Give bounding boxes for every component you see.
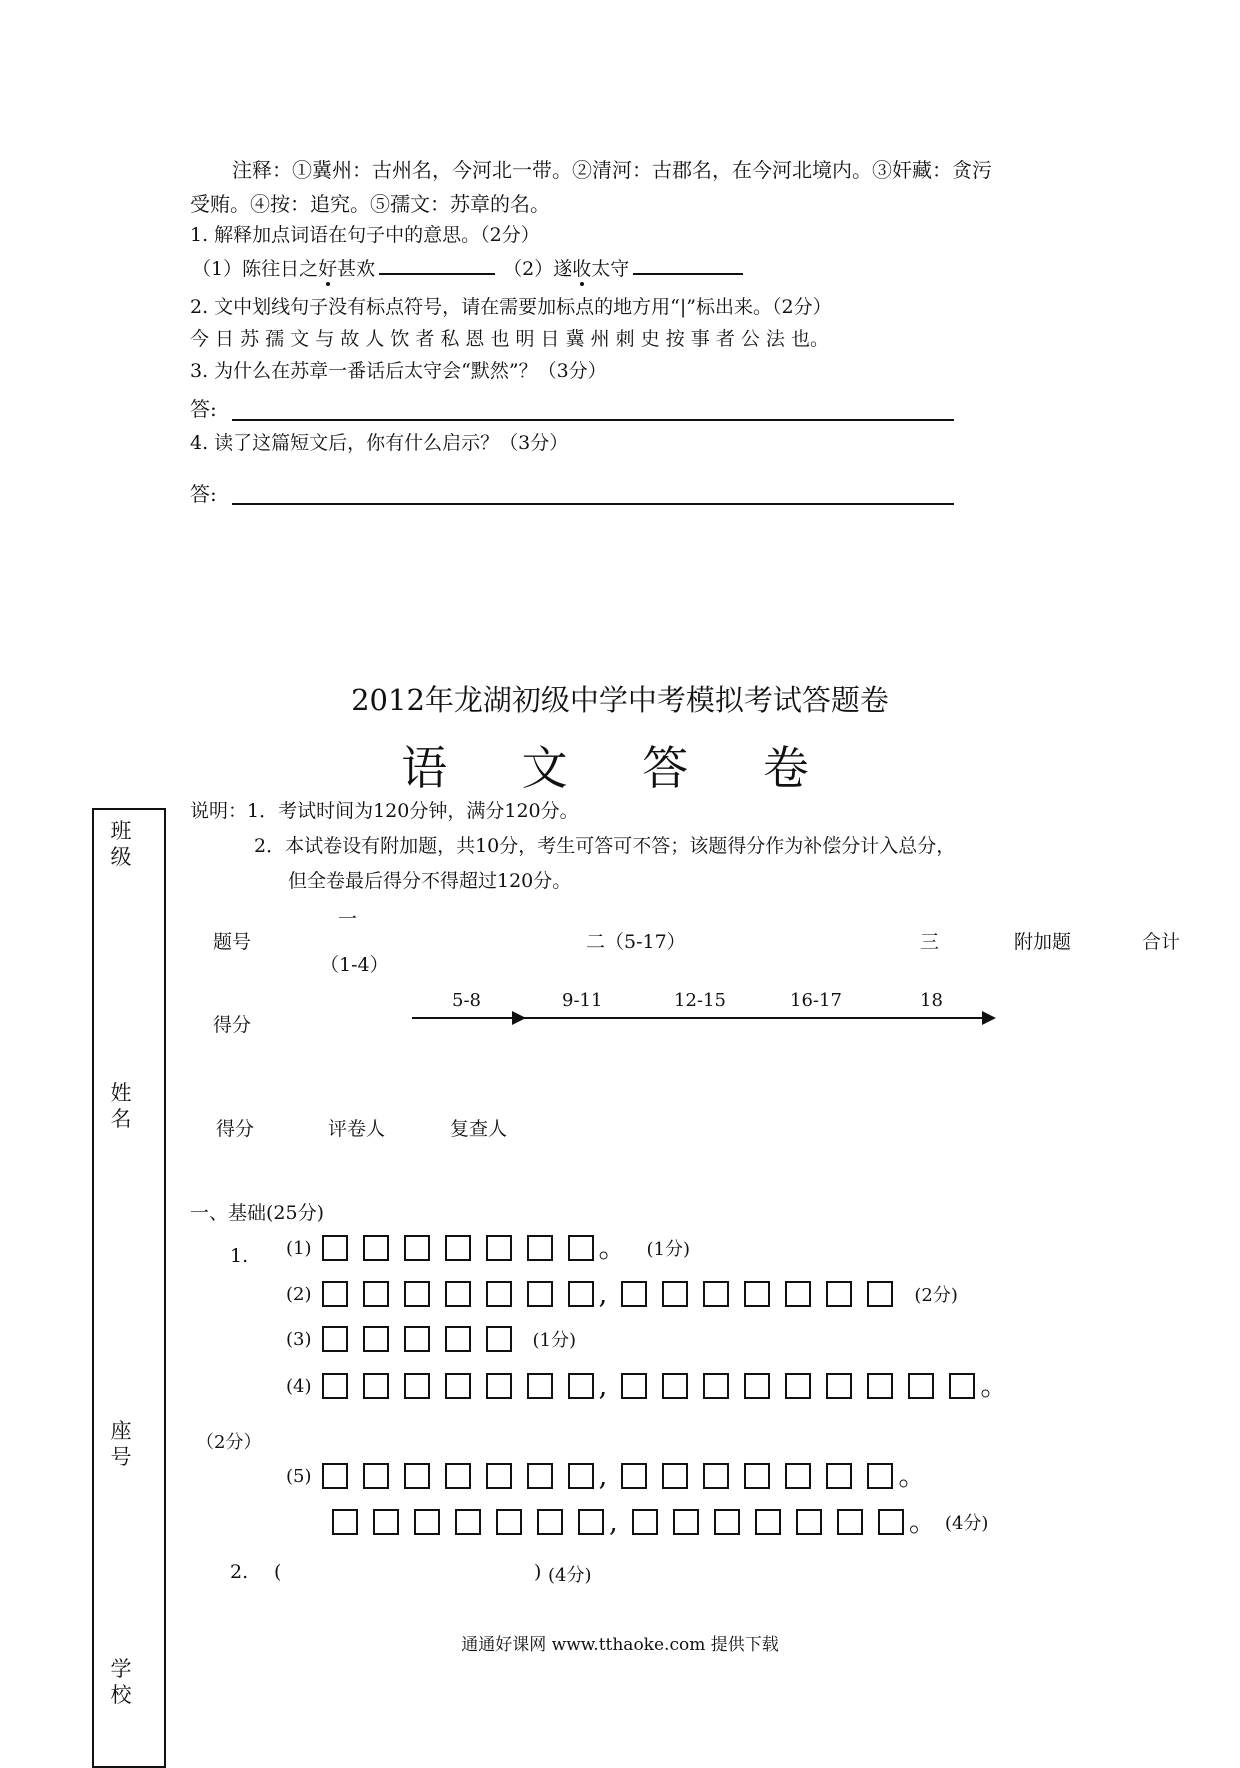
answer-box[interactable]	[662, 1281, 688, 1307]
answer-box[interactable]	[673, 1509, 699, 1535]
answer-box[interactable]	[445, 1463, 471, 1489]
part2-separator: ,	[598, 1277, 608, 1310]
answer-box[interactable]	[714, 1509, 740, 1535]
answer-box[interactable]	[785, 1463, 811, 1489]
q2-open-paren: (	[274, 1561, 282, 1583]
question-1: 1. 解释加点词语在句子中的意思。（2分）	[190, 224, 540, 246]
part2-label: (2)	[286, 1283, 312, 1305]
answer-box[interactable]	[322, 1326, 348, 1352]
footer-credit: 通通好课网 www.tthaoke.com 提供下载	[461, 1635, 779, 1655]
part5-end-mark: 。	[898, 1459, 927, 1492]
q1-part1-row	[286, 1231, 691, 1264]
grader-reviewer-label: 评卷人	[328, 1118, 386, 1140]
answer-box[interactable]	[621, 1281, 647, 1307]
question-3: 3. 为什么在苏章一番话后太守会“默然”？（3分）	[190, 360, 607, 382]
row-question-number-label: 题号	[213, 931, 252, 953]
part3-label: (3)	[286, 1328, 312, 1350]
part4-separator: ,	[598, 1369, 608, 1402]
answer-box[interactable]	[404, 1373, 430, 1399]
part4-label: (4)	[286, 1375, 312, 1397]
name-label: 姓名	[110, 1081, 132, 1131]
binding-margin	[92, 808, 166, 1768]
school-label: 学校	[110, 1657, 132, 1707]
question-1-items	[192, 253, 743, 281]
class-label: 班级	[110, 819, 132, 869]
part2-points: (2分)	[914, 1285, 958, 1306]
answer-box[interactable]	[578, 1509, 604, 1535]
col-4-header: 附加题	[1014, 931, 1072, 953]
col-2-header: 二（5-17）	[586, 931, 686, 953]
arrow-left-segment	[412, 1017, 524, 1019]
part4-points: （2分）	[196, 1432, 262, 1453]
answer-box[interactable]	[322, 1235, 348, 1261]
col-1-bottom: （1-4）	[320, 954, 389, 976]
sub-col-5: 18	[920, 990, 943, 1011]
row-score-label: 得分	[213, 1014, 252, 1036]
instruction-line-3: 但全卷最后得分不得超过120分。	[288, 870, 572, 892]
answer-box[interactable]	[949, 1373, 975, 1399]
answer-box[interactable]	[332, 1509, 358, 1535]
sub-col-1: 5-8	[452, 990, 481, 1011]
answer-box[interactable]	[404, 1281, 430, 1307]
answer-box[interactable]	[785, 1281, 811, 1307]
part1-end-mark: 。	[598, 1231, 627, 1264]
answer-box[interactable]	[363, 1373, 389, 1399]
answer-box[interactable]	[363, 1463, 389, 1489]
answer-box[interactable]	[878, 1509, 904, 1535]
answer-box[interactable]	[632, 1509, 658, 1535]
answer-box[interactable]	[537, 1509, 563, 1535]
q1a-suffix: 甚欢	[337, 258, 376, 280]
section-1-heading: 一、基础(25分)	[190, 1202, 325, 1224]
answer-4-line[interactable]	[232, 503, 954, 505]
col-1-top: 一	[338, 908, 358, 930]
answer-box[interactable]	[363, 1326, 389, 1352]
q1a-prefix: （1）陈往日之	[192, 258, 319, 280]
answer-box[interactable]	[867, 1463, 893, 1489]
answer-box[interactable]	[363, 1281, 389, 1307]
answer-box[interactable]	[404, 1235, 430, 1261]
answer-box[interactable]	[703, 1373, 729, 1399]
sub-col-3: 12-15	[674, 990, 726, 1011]
answer-box[interactable]	[662, 1373, 688, 1399]
question-2-passage: 今 日 苏 孺 文 与 故 人 饮 者 私 恩 也 明 日 冀 州 刺 史 按 事 者 公 法 也。	[190, 328, 829, 350]
answer-box[interactable]	[322, 1281, 348, 1307]
question-2: 2. 文中划线句子没有标点符号，请在需要加标点的地方用“|”标出来。（2分）	[190, 296, 832, 318]
q1b-answer-blank[interactable]	[633, 253, 743, 275]
answer-box[interactable]	[455, 1509, 481, 1535]
answer-box[interactable]	[867, 1281, 893, 1307]
q1-part4-row	[286, 1369, 1022, 1402]
answer-box[interactable]	[568, 1281, 594, 1307]
answer-box[interactable]	[527, 1281, 553, 1307]
sub-col-4: 16-17	[790, 990, 842, 1011]
answer-box[interactable]	[785, 1373, 811, 1399]
answer-box[interactable]	[404, 1463, 430, 1489]
answer-box[interactable]	[568, 1373, 594, 1399]
q1-number: 1.	[230, 1245, 249, 1267]
answer-box[interactable]	[837, 1509, 863, 1535]
answer-box[interactable]	[796, 1509, 822, 1535]
q1a-dotted-char: 好	[318, 258, 338, 280]
answer-box[interactable]	[486, 1373, 512, 1399]
answer-box[interactable]	[703, 1463, 729, 1489]
part5b-separator: ,	[609, 1505, 618, 1538]
answer-box[interactable]	[568, 1463, 594, 1489]
answer-box[interactable]	[373, 1509, 399, 1535]
q2-answer-field[interactable]	[290, 1556, 530, 1586]
answer-4-label: 答:	[190, 482, 217, 506]
part5-separator: ,	[598, 1459, 608, 1492]
answer-box[interactable]	[621, 1373, 647, 1399]
answer-box[interactable]	[486, 1235, 512, 1261]
answer-box[interactable]	[527, 1463, 553, 1489]
answer-3-line[interactable]	[232, 419, 954, 421]
answer-box[interactable]	[826, 1373, 852, 1399]
part3-points: (1分)	[532, 1330, 576, 1351]
part5b-end-mark: 。	[908, 1505, 937, 1538]
answer-box[interactable]	[662, 1463, 688, 1489]
answer-box[interactable]	[445, 1281, 471, 1307]
q1-part5-row	[286, 1459, 940, 1492]
answer-3-label: 答:	[190, 397, 217, 421]
col-5-header: 合计	[1142, 931, 1181, 953]
answer-box[interactable]	[744, 1281, 770, 1307]
answer-box[interactable]	[486, 1463, 512, 1489]
answer-box[interactable]	[527, 1373, 553, 1399]
q1-part3-row	[286, 1326, 576, 1352]
grader-score-label: 得分	[216, 1118, 255, 1140]
answer-box[interactable]	[703, 1281, 729, 1307]
col-3-header: 三	[920, 931, 940, 953]
instruction-line-2: 2．本试卷设有附加题，共10分，考生可答可不答；该题得分作为补偿分计入总分，	[254, 835, 956, 857]
q1b-prefix: （2）遂	[503, 258, 573, 280]
answer-box[interactable]	[527, 1235, 553, 1261]
answer-box[interactable]	[445, 1235, 471, 1261]
answer-box[interactable]	[404, 1326, 430, 1352]
notes-line-1: 注释：①冀州：古州名，今河北一带。②清河：古郡名，在今河北境内。③奸藏：贪污	[232, 158, 992, 182]
notes-line-2: 受贿。④按：追究。⑤孺文：苏章的名。	[190, 192, 550, 216]
answer-box[interactable]	[322, 1463, 348, 1489]
part4-end-mark: 。	[980, 1369, 1009, 1402]
part5-points: (4分)	[944, 1513, 989, 1534]
seat-label: 座号	[110, 1419, 132, 1469]
answer-box[interactable]	[908, 1373, 934, 1399]
q2-points: (4分)	[548, 1565, 592, 1586]
q2-number: 2.	[230, 1561, 249, 1583]
answer-box[interactable]	[755, 1509, 781, 1535]
answer-box[interactable]	[621, 1463, 647, 1489]
answer-box[interactable]	[867, 1373, 893, 1399]
q1a-answer-blank[interactable]	[379, 253, 495, 275]
answer-box[interactable]	[568, 1235, 594, 1261]
arrow-right-segment	[524, 1017, 994, 1019]
answer-box[interactable]	[826, 1463, 852, 1489]
answer-box[interactable]	[363, 1235, 389, 1261]
q1b-suffix: 太守	[591, 258, 630, 280]
grader-rechecker-label: 复查人	[450, 1118, 508, 1140]
answer-box[interactable]	[744, 1373, 770, 1399]
answer-box[interactable]	[486, 1281, 512, 1307]
subject-title: 语 文 答 卷	[401, 741, 839, 795]
answer-box[interactable]	[486, 1326, 512, 1352]
answer-box[interactable]	[322, 1373, 348, 1399]
answer-box[interactable]	[414, 1509, 440, 1535]
sub-col-2: 9-11	[562, 990, 603, 1011]
q1b-dotted-char: 收	[572, 258, 592, 280]
exam-title: 2012年龙湖初级中学中考模拟考试答题卷	[351, 683, 889, 717]
part5-label: (5)	[286, 1465, 312, 1487]
answer-box[interactable]	[744, 1463, 770, 1489]
part1-label: (1)	[286, 1237, 312, 1259]
question-4: 4. 读了这篇短文后，你有什么启示？（3分）	[190, 432, 569, 454]
answer-box[interactable]	[445, 1326, 471, 1352]
instruction-line-1: 说明：1．考试时间为120分钟，满分120分。	[190, 800, 579, 822]
q2-close-paren: )	[534, 1561, 542, 1583]
q1-part2-row	[286, 1277, 958, 1310]
answer-box[interactable]	[445, 1373, 471, 1399]
q1-part5-row-2	[332, 1505, 989, 1538]
part1-points: (1分)	[646, 1239, 691, 1260]
answer-box[interactable]	[496, 1509, 522, 1535]
answer-box[interactable]	[826, 1281, 852, 1307]
